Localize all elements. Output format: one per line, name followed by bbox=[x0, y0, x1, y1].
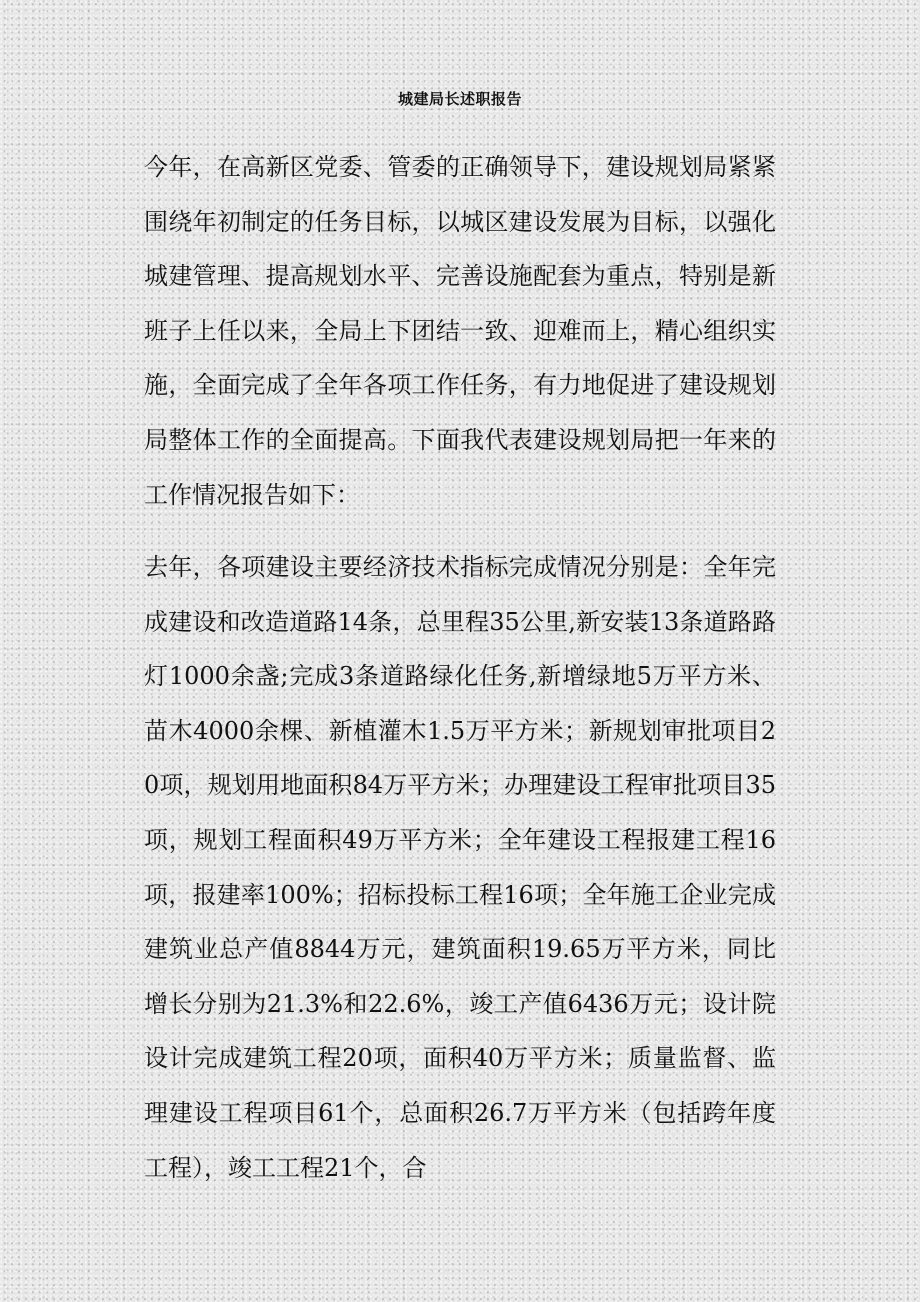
document-title: 城建局长述职报告 bbox=[397, 90, 522, 108]
paragraph-indicators: 去年，各项建设主要经济技术指标完成情况分别是：全年完成建设和改造道路14条，总里程35公里,新安装13条道路路灯1000余盏;完成3条道路绿化任务,新增绿地5万平方米、苗木4000余棵、新植灌木1.5万平方米；新规划审批项目20项，规划用地面积84万平方米；办理建设工程审批项目35项，规划工程面积49万平方米；全年建设工程报建工程16项，报建率100%；招标投标工程16项；全年施工企业完成建筑业总产值8844万元，建筑面积19.65万平方米，同比增长分别为21.3%和22.6%，竣工产值6436万元；设计院设计完成建筑工程20项，面积40万平方米；质量监督、监理建设工程项目61个，总面积26.7万平方米（包括跨年度工程），竣工工程21个，合 bbox=[144, 553, 776, 1182]
paragraph-intro: 今年，在高新区党委、管委的正确领导下，建设规划局紧紧围绕年初制定的任务目标，以城区建设发展为目标，以强化城建管理、提高规划水平、完善设施配套为重点，特别是新班子上任以来，全局上下团结一致、迎难而上，精心组织实施，全面完成了全年各项工作任务，有力地促进了建设规划局整体工作的全面提高。下面我代表建设规划局把一年来的工作情况报告如下： bbox=[144, 153, 776, 509]
